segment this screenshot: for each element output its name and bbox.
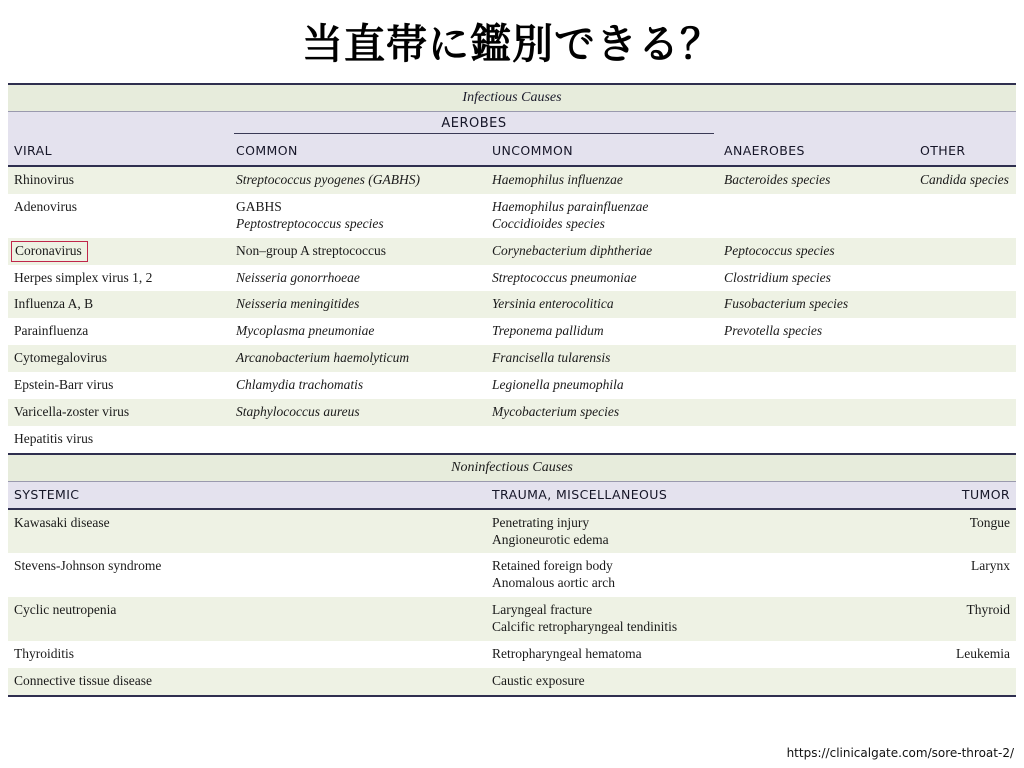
- cell-other: Candida species: [914, 166, 1016, 194]
- infectious-band-row: [8, 85, 1016, 112]
- cell-tumor: Leukemia: [956, 645, 1011, 661]
- cell-anaerobes: [718, 345, 914, 372]
- cell-anaerobes: [718, 194, 914, 238]
- cell-tumor: [914, 668, 1016, 695]
- cell-viral: Epstein-Barr virus: [14, 377, 114, 393]
- cell-uncommon: Corynebacterium diphtheriae: [486, 238, 718, 265]
- cell-anaerobes: Fusobacterium species: [718, 291, 914, 318]
- cell-common: Neisseria meningitides: [230, 291, 486, 318]
- table-row: [8, 426, 1016, 454]
- cell-systemic: Cyclic neutropenia: [8, 597, 486, 641]
- noninfectious-band-row: [8, 454, 1016, 482]
- page-title: 当直帯に鑑別できる？: [302, 20, 722, 68]
- infectious-band-label: Infectious Causes: [8, 85, 1016, 112]
- table-row: [8, 265, 1016, 292]
- aerobes-group-label: AEROBES: [234, 116, 714, 134]
- cell-anaerobes: [718, 372, 914, 399]
- aerobes-group-row: [8, 112, 1016, 140]
- cell-common: Non–group A streptococcus: [230, 238, 486, 265]
- cell-anaerobes: Clostridium species: [724, 269, 831, 285]
- column-header-other: OTHER: [914, 139, 1016, 166]
- cell-anaerobes: Prevotella species: [724, 323, 823, 339]
- cell-trauma: Penetrating injury Angioneurotic edema: [486, 509, 914, 554]
- cell-other: [914, 238, 1016, 265]
- column-header-row: [8, 139, 1016, 166]
- cell-uncommon: Legionella pneumophila: [492, 377, 624, 393]
- cell-common: Streptococcus pyogenes (GABHS): [230, 166, 486, 194]
- cell-systemic: Connective tissue disease: [8, 668, 486, 695]
- column-header-uncommon: UNCOMMON: [486, 139, 718, 166]
- cell-tumor: Thyroid: [914, 597, 1016, 641]
- noninfectious-band-label: Noninfectious Causes: [8, 454, 1016, 482]
- cell-viral: Varicella-zoster virus: [8, 399, 230, 426]
- table-row: [8, 194, 1016, 238]
- cell-uncommon: Treponema pallidum: [492, 323, 604, 339]
- cell-other: [914, 265, 1016, 292]
- table-row-highlighted: [8, 238, 1016, 265]
- table-row: [8, 372, 1016, 399]
- cell-trauma: Retained foreign body Anomalous aortic arch: [492, 558, 615, 591]
- cell-uncommon: Yersinia enterocolitica: [486, 291, 718, 318]
- aerobes-spacer-left: [8, 112, 230, 140]
- cell-uncommon: Mycobacterium species: [486, 399, 718, 426]
- cell-anaerobes: [718, 426, 914, 454]
- cell-common: [230, 426, 486, 454]
- cell-trauma: Caustic exposure: [486, 668, 914, 695]
- table-row: [8, 641, 1016, 668]
- column-header-common: COMMON: [230, 139, 486, 166]
- cell-other: [914, 194, 1016, 238]
- cell-anaerobes: [718, 399, 914, 426]
- column-header-trauma: TRAUMA, MISCELLANEOUS: [486, 481, 914, 509]
- cell-uncommon: Haemophilus influenzae: [486, 166, 718, 194]
- column-header-row-2: [8, 481, 1016, 509]
- coronavirus-highlight: Coronavirus: [11, 241, 88, 262]
- table-row: [8, 399, 1016, 426]
- table-row: [8, 553, 1016, 597]
- cell-common: Chlamydia trachomatis: [236, 377, 364, 393]
- cell-viral: Adenovirus: [14, 198, 77, 214]
- cell-viral: Rhinovirus: [8, 166, 230, 194]
- table-row: [8, 291, 1016, 318]
- cell-other: [914, 318, 1016, 345]
- table-row: [8, 509, 1016, 554]
- cell-common: GABHS Peptostreptococcus species: [236, 198, 384, 231]
- column-header-anaerobes: ANAEROBES: [718, 139, 914, 166]
- table-row: [8, 318, 1016, 345]
- cell-common: Arcanobacterium haemolyticum: [230, 345, 486, 372]
- cell-uncommon: Streptococcus pneumoniae: [492, 269, 637, 285]
- cell-common: Neisseria gonorrhoeae: [236, 269, 360, 285]
- cell-uncommon: [486, 426, 718, 454]
- cell-common: Staphylococcus aureus: [230, 399, 486, 426]
- causes-table: [8, 85, 1016, 695]
- cell-viral: Herpes simplex virus 1, 2: [14, 269, 153, 285]
- source-url: https://clinicalgate.com/sore-throat-2/: [786, 746, 1014, 760]
- cell-viral: Parainfluenza: [14, 323, 89, 339]
- cell-uncommon: Haemophilus parainfluenzae Coccidioides species: [492, 198, 649, 231]
- table-row: [8, 345, 1016, 372]
- cell-trauma: Retropharyngeal hematoma: [492, 645, 642, 661]
- table-row: [8, 668, 1016, 695]
- cell-other: [914, 372, 1016, 399]
- column-header-viral: VIRAL: [8, 139, 230, 166]
- cell-systemic: Thyroiditis: [14, 645, 74, 661]
- aerobes-group-header: [230, 112, 718, 140]
- column-header-tumor: TUMOR: [914, 481, 1016, 509]
- aerobes-spacer-far-right: [914, 112, 1016, 140]
- cell-viral: Hepatitis virus: [14, 430, 94, 446]
- cell-other: [914, 345, 1016, 372]
- causes-table-container: [8, 83, 1016, 697]
- table-row: [8, 166, 1016, 194]
- cell-tumor: Larynx: [971, 558, 1011, 574]
- cell-tumor: Tongue: [914, 509, 1016, 554]
- cell-other: [914, 426, 1016, 454]
- cell-trauma: Laryngeal fracture Calcific retropharyngeal tendinitis: [486, 597, 914, 641]
- cell-systemic: Stevens-Johnson syndrome: [14, 558, 162, 574]
- table-row: [8, 597, 1016, 641]
- column-header-systemic: SYSTEMIC: [8, 481, 486, 509]
- cell-anaerobes: Bacteroides species: [718, 166, 914, 194]
- cell-uncommon: Francisella tularensis: [486, 345, 718, 372]
- cell-common: Mycoplasma pneumoniae: [236, 323, 375, 339]
- cell-anaerobes: Peptococcus species: [718, 238, 914, 265]
- cell-viral: [8, 238, 230, 265]
- aerobes-spacer-right: [718, 112, 914, 140]
- cell-other: [914, 291, 1016, 318]
- cell-systemic: Kawasaki disease: [8, 509, 486, 554]
- cell-viral: Cytomegalovirus: [8, 345, 230, 372]
- cell-viral: Influenza A, B: [8, 291, 230, 318]
- cell-other: [914, 399, 1016, 426]
